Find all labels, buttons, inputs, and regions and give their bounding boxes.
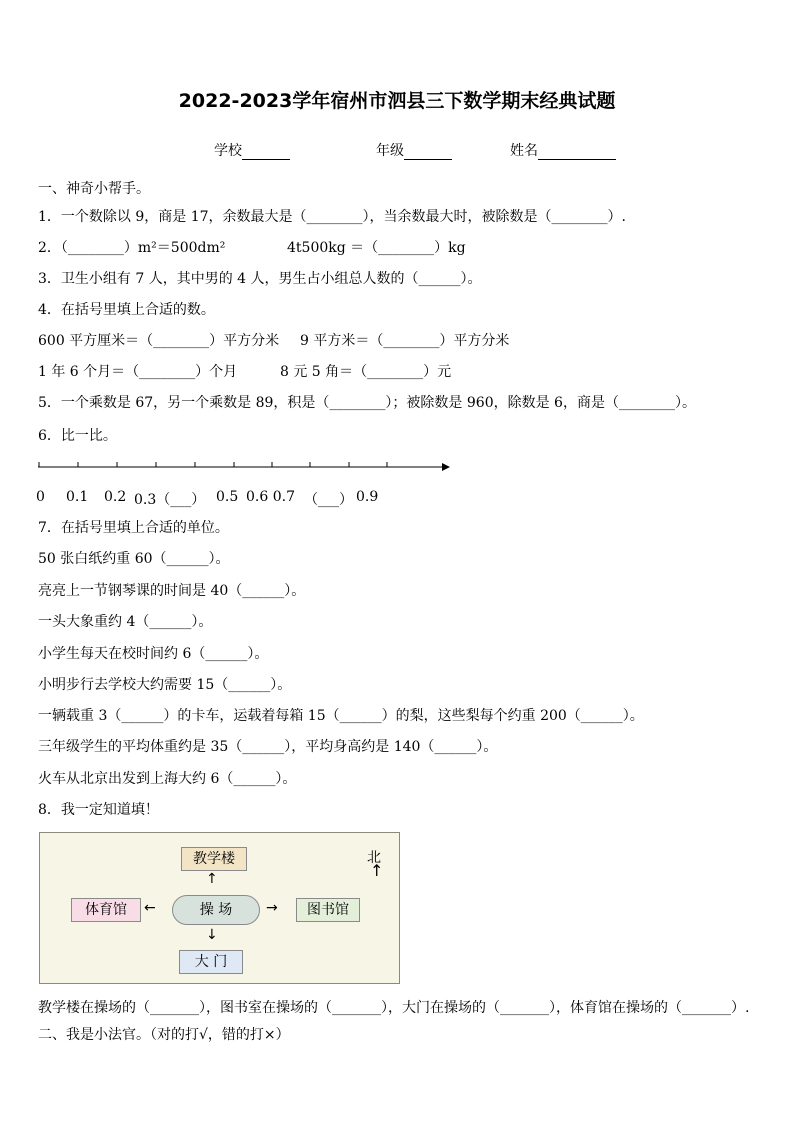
- question-4d: 8 元 5 角＝（________）元: [280, 364, 452, 380]
- number-line-label: 0: [36, 489, 45, 505]
- section-2-heading: 二、我是小法官。（对的打√，错的打×）: [38, 1027, 290, 1043]
- school-label: 学校: [214, 143, 242, 159]
- gym-box: 体育馆: [71, 898, 141, 922]
- number-line: [38, 460, 458, 474]
- question-7-item: 三年级学生的平均体重约是 35（______），平均身高约是 140（______）。: [38, 739, 498, 755]
- question-4: 4．在括号里填上合适的数。: [38, 302, 215, 318]
- school-blank: [242, 145, 290, 160]
- question-1: 1．一个数除以 9，商是 17，余数最大是（________），当余数最大时，被除数是（________）.: [38, 209, 626, 225]
- question-4a: 600 平方厘米＝（________）平方分米: [38, 333, 280, 349]
- arrow-right-icon: →: [266, 900, 278, 916]
- name-label: 姓名: [510, 143, 538, 159]
- question-7-item: 火车从北京出发到上海大约 6（______）。: [38, 771, 297, 787]
- gate-box: 大 门: [179, 950, 243, 974]
- teaching-building-box: 教学楼: [181, 847, 247, 871]
- page-title: 2022-2023学年宿州市泗县三下数学期末经典试题: [178, 90, 616, 112]
- question-3: 3．卫生小组有 7 人，其中男的 4 人，男生占小组总人数的（______）。: [38, 271, 482, 287]
- question-2b: 4t500kg ＝（________）kg: [287, 240, 466, 256]
- playground-box: 操 场: [172, 895, 260, 925]
- arrow-up-icon: ↑: [206, 871, 218, 887]
- question-4c: 1 年 6 个月＝（________）个月: [38, 364, 238, 380]
- arrow-left-icon: ←: [144, 900, 156, 916]
- question-7-item: 亮亮上一节钢琴课的时间是 40（______）。: [38, 583, 306, 599]
- name-blank: [538, 145, 616, 160]
- grade-label: 年级: [376, 143, 404, 159]
- question-8-answer: 教学楼在操场的（_______），图书室在操场的（_______），大门在操场的（_______），体育馆在操场的（_______）.: [38, 1000, 750, 1016]
- number-line-label: 0.1: [66, 489, 89, 505]
- question-7-item: 一头大象重约 4（______）。: [38, 614, 213, 630]
- question-2a: 2．（________）m²＝500dm²: [38, 240, 226, 256]
- north-arrow-icon: ↑: [370, 861, 384, 880]
- number-line-label: 0.5: [216, 489, 239, 505]
- grade-field: [376, 140, 452, 160]
- number-line-label: （___）: [304, 492, 353, 508]
- number-line-arrow: [442, 463, 450, 471]
- grade-blank: [404, 145, 452, 160]
- question-7-item: 50 张白纸约重 60（______）。: [38, 551, 230, 567]
- number-line-label: 0.2: [104, 489, 127, 505]
- question-8: 8．我一定知道填！: [38, 802, 159, 818]
- number-line-label: 0.3（___）: [134, 492, 206, 508]
- question-4b: 9 平方米＝（________）平方分米: [300, 333, 510, 349]
- number-line-label: 0.6 0.7: [246, 489, 295, 505]
- question-7-item: 小明步行去学校大约需要 15（______）。: [38, 677, 292, 693]
- library-box: 图书馆: [296, 898, 360, 922]
- number-line-label: 0.9: [356, 489, 379, 505]
- number-line-ticks: [39, 462, 387, 467]
- question-6: 6．比一比。: [38, 428, 117, 444]
- section-1-heading: 一、神奇小帮手。: [38, 181, 150, 197]
- school-field: [214, 140, 290, 160]
- campus-map: [39, 832, 400, 984]
- question-5: 5．一个乘数是 67，另一个乘数是 89，积是（________）；被除数是 960，除数是 6，商是（________）。: [38, 395, 696, 411]
- question-7-item: 小学生每天在校时间约 6（______）。: [38, 646, 269, 662]
- question-7: 7．在括号里填上合适的单位。: [38, 520, 229, 536]
- name-field: [510, 140, 616, 160]
- north-label: 北: [367, 850, 381, 866]
- question-7-item: 一辆载重 3（______）的卡车，运载着每箱 15（______）的梨，这些梨每个约重 200（______）。: [38, 708, 644, 724]
- arrow-down-icon: ↓: [206, 927, 218, 943]
